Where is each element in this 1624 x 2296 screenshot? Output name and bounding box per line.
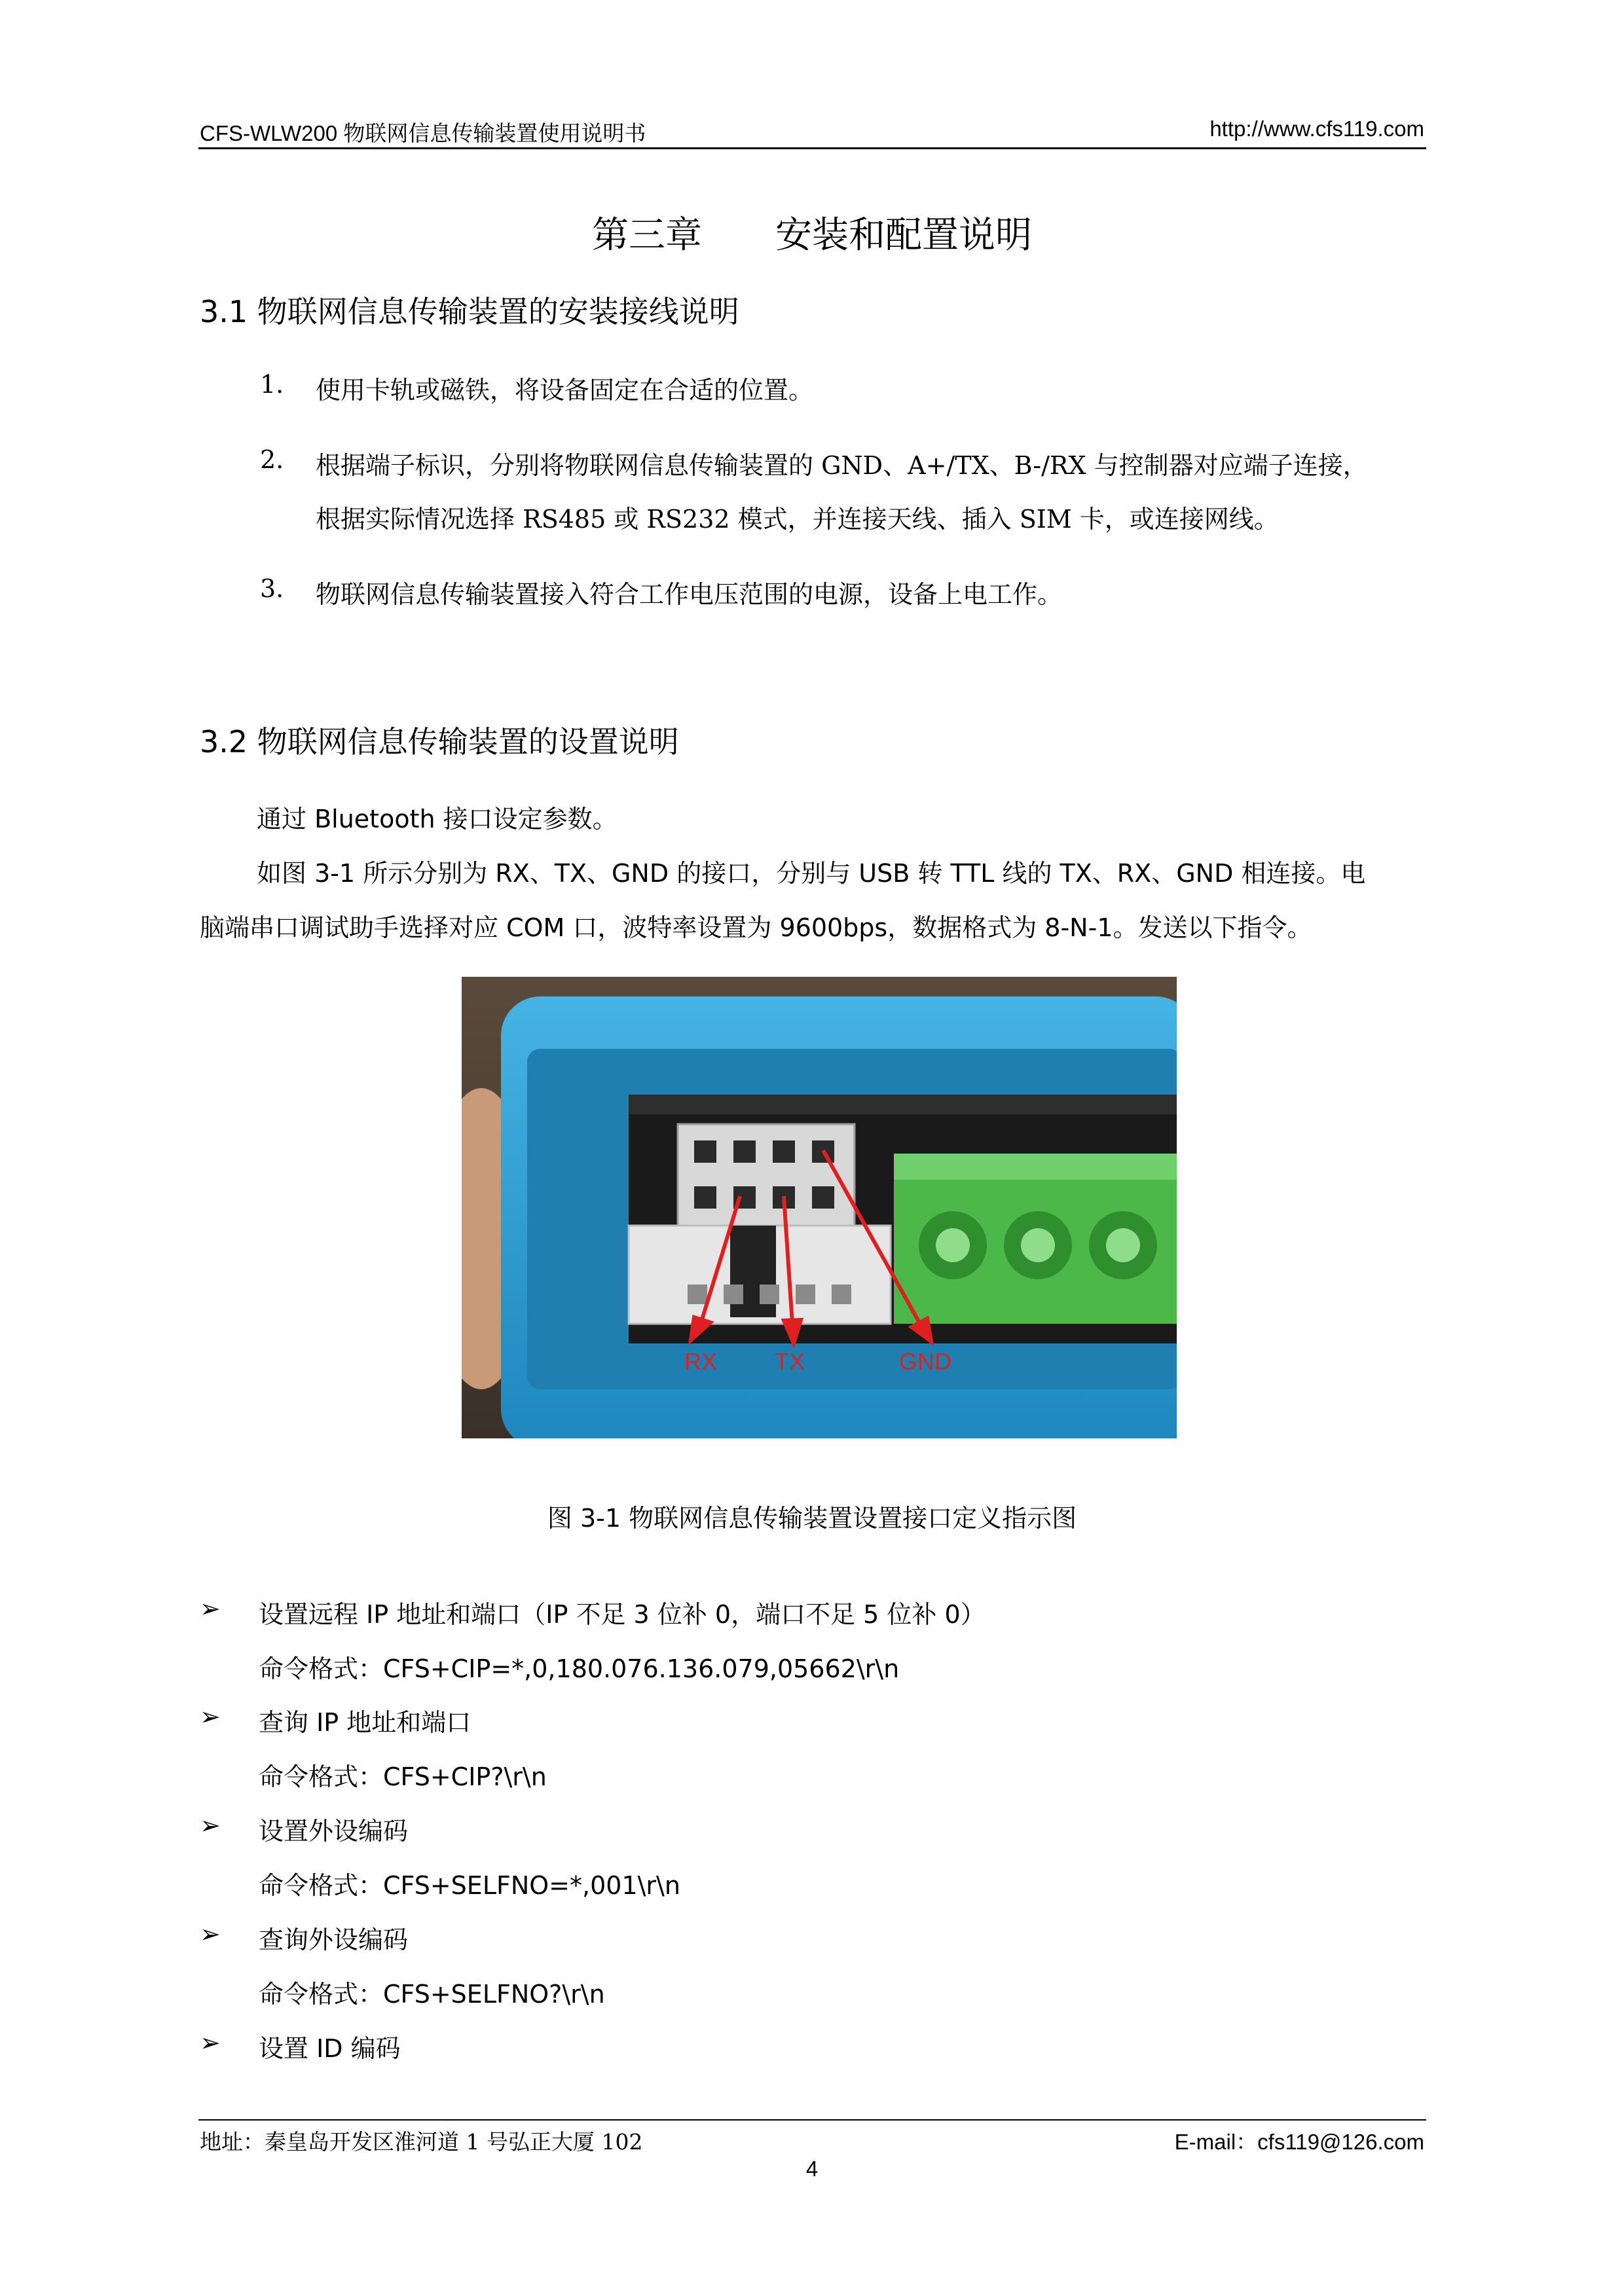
figure-caption: 图 3-1 物联网信息传输装置设置接口定义指示图	[547, 1504, 1077, 1533]
footer-email[interactable]: E-mail：cfs119@126.com	[1174, 2130, 1424, 2154]
body-paragraph-line: 如图 3-1 所示分别为 RX、TX、GND 的接口，分别与 USB 转 TTL 线的 TX、RX、GND 相连接。电	[257, 859, 1366, 888]
interface-photo	[462, 977, 1177, 1438]
footer-address: 地址：秦皇岛开发区淮河道 1 号弘正大厦 102	[200, 2129, 643, 2155]
chapter-title: 第三章 安装和配置说明	[592, 214, 1032, 257]
command-format: 命令格式：CFS+SELFNO?\r\n	[259, 1980, 605, 2009]
label-rx: RX	[684, 1348, 718, 1375]
list-item-text: 使用卡轨或磁铁，将设备固定在合适的位置。	[316, 376, 814, 405]
list-item-number: 1.	[260, 370, 284, 399]
section-heading-3-1: 3.1 物联网信息传输装置的安装接线说明	[200, 294, 739, 329]
command-title: 查询外设编码	[259, 1925, 409, 1954]
header-url[interactable]: http://www.cfs119.com	[1209, 117, 1424, 141]
command-format: 命令格式：CFS+SELFNO=*,001\r\n	[259, 1871, 680, 1900]
bullet-arrow-icon: ➢	[200, 1702, 221, 1731]
list-item-text: 物联网信息传输装置接入符合工作电压范围的电源，设备上电工作。	[316, 580, 1063, 609]
command-title: 查询 IP 地址和端口	[259, 1708, 471, 1737]
section-heading-3-2: 3.2 物联网信息传输装置的设置说明	[200, 724, 679, 759]
command-format: 命令格式：CFS+CIP?\r\n	[259, 1762, 547, 1791]
command-format: 命令格式：CFS+CIP=*,0,180.076.136.079,05662\r\n	[259, 1654, 900, 1683]
list-item-text-continued: 根据实际情况选择 RS485 或 RS232 模式，并连接天线、插入 SIM 卡，或连接网线。	[316, 505, 1279, 534]
list-item-text: 根据端子标识，分别将物联网信息传输装置的 GND、A+/TX、B-/RX 与控制器对应端子连接，	[316, 451, 1368, 480]
page-number: 4	[805, 2157, 819, 2181]
list-item-number: 3.	[260, 574, 284, 603]
label-tx: TX	[775, 1348, 805, 1375]
header-title: CFS-WLW200 物联网信息传输装置使用说明书	[200, 121, 646, 145]
header-rule	[198, 147, 1426, 149]
intro-paragraph: 通过 Bluetooth 接口设定参数。	[257, 805, 618, 833]
bullet-arrow-icon: ➢	[200, 2028, 221, 2057]
command-title: 设置 ID 编码	[259, 2034, 401, 2063]
footer-rule	[198, 2119, 1426, 2121]
body-paragraph-line: 脑端串口调试助手选择对应 COM 口，波特率设置为 9600bps，数据格式为 8-N-1。发送以下指令。	[200, 913, 1312, 942]
command-title: 设置外设编码	[259, 1817, 409, 1846]
bullet-arrow-icon: ➢	[200, 1811, 221, 1840]
label-gnd: GND	[899, 1348, 951, 1375]
list-item-number: 2.	[260, 445, 284, 474]
bullet-arrow-icon: ➢	[200, 1594, 221, 1623]
command-title: 设置远程 IP 地址和端口（IP 不足 3 位补 0，端口不足 5 位补 0）	[259, 1600, 986, 1629]
bullet-arrow-icon: ➢	[200, 1920, 221, 1948]
